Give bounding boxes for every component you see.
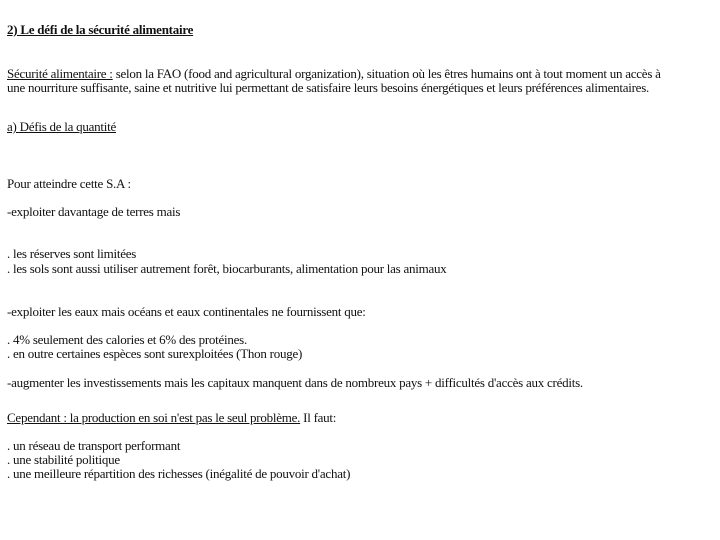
definition-text: selon la FAO (food and agricultural organization), situation où les êtres humains ont à tout moment un accès à bbox=[112, 66, 661, 81]
intro-text: Pour atteindre cette S.A : bbox=[7, 176, 131, 191]
definition-term: Sécurité alimentaire : bbox=[7, 66, 113, 81]
need-item: . une meilleure répartition des richesses (inégalité de pouvoir d'achat) bbox=[7, 466, 351, 481]
definition-line-1 bbox=[7, 67, 661, 81]
point-2-item: . 4% seulement des calories et 6% des protéines. bbox=[7, 332, 247, 347]
point-1: -exploiter davantage de terres mais bbox=[7, 204, 181, 219]
point-3: -augmenter les investissements mais les capitaux manquent dans de nombreux pays + difficultés d'accès aux crédits. bbox=[7, 375, 583, 390]
need-item: . un réseau de transport performant bbox=[7, 438, 181, 453]
section-title: 2) Le défi de la sécurité alimentaire bbox=[7, 22, 194, 37]
point-2-item: . en outre certaines espèces sont surexploitées (Thon rouge) bbox=[7, 346, 303, 361]
cependant-rest: Il faut: bbox=[300, 410, 337, 425]
cependant-underlined: Cependant : la production en soi n'est pas le seul problème. bbox=[7, 410, 301, 425]
subheading: a) Défis de la quantité bbox=[7, 119, 117, 134]
definition-line-2: une nourriture suffisante, saine et nutritive lui permettant de satisfaire leurs besoins énergétiques et leurs préférences alimentaires. bbox=[7, 80, 649, 95]
need-item: . une stabilité politique bbox=[7, 452, 120, 467]
point-2: -exploiter les eaux mais océans et eaux continentales ne fournissent que: bbox=[7, 304, 366, 319]
point-1-item: . les sols sont aussi utiliser autrement forêt, biocarburants, alimentation pour las animaux bbox=[7, 261, 447, 276]
point-1-item: . les réserves sont limitées bbox=[7, 246, 137, 261]
cependant-line bbox=[7, 411, 336, 425]
